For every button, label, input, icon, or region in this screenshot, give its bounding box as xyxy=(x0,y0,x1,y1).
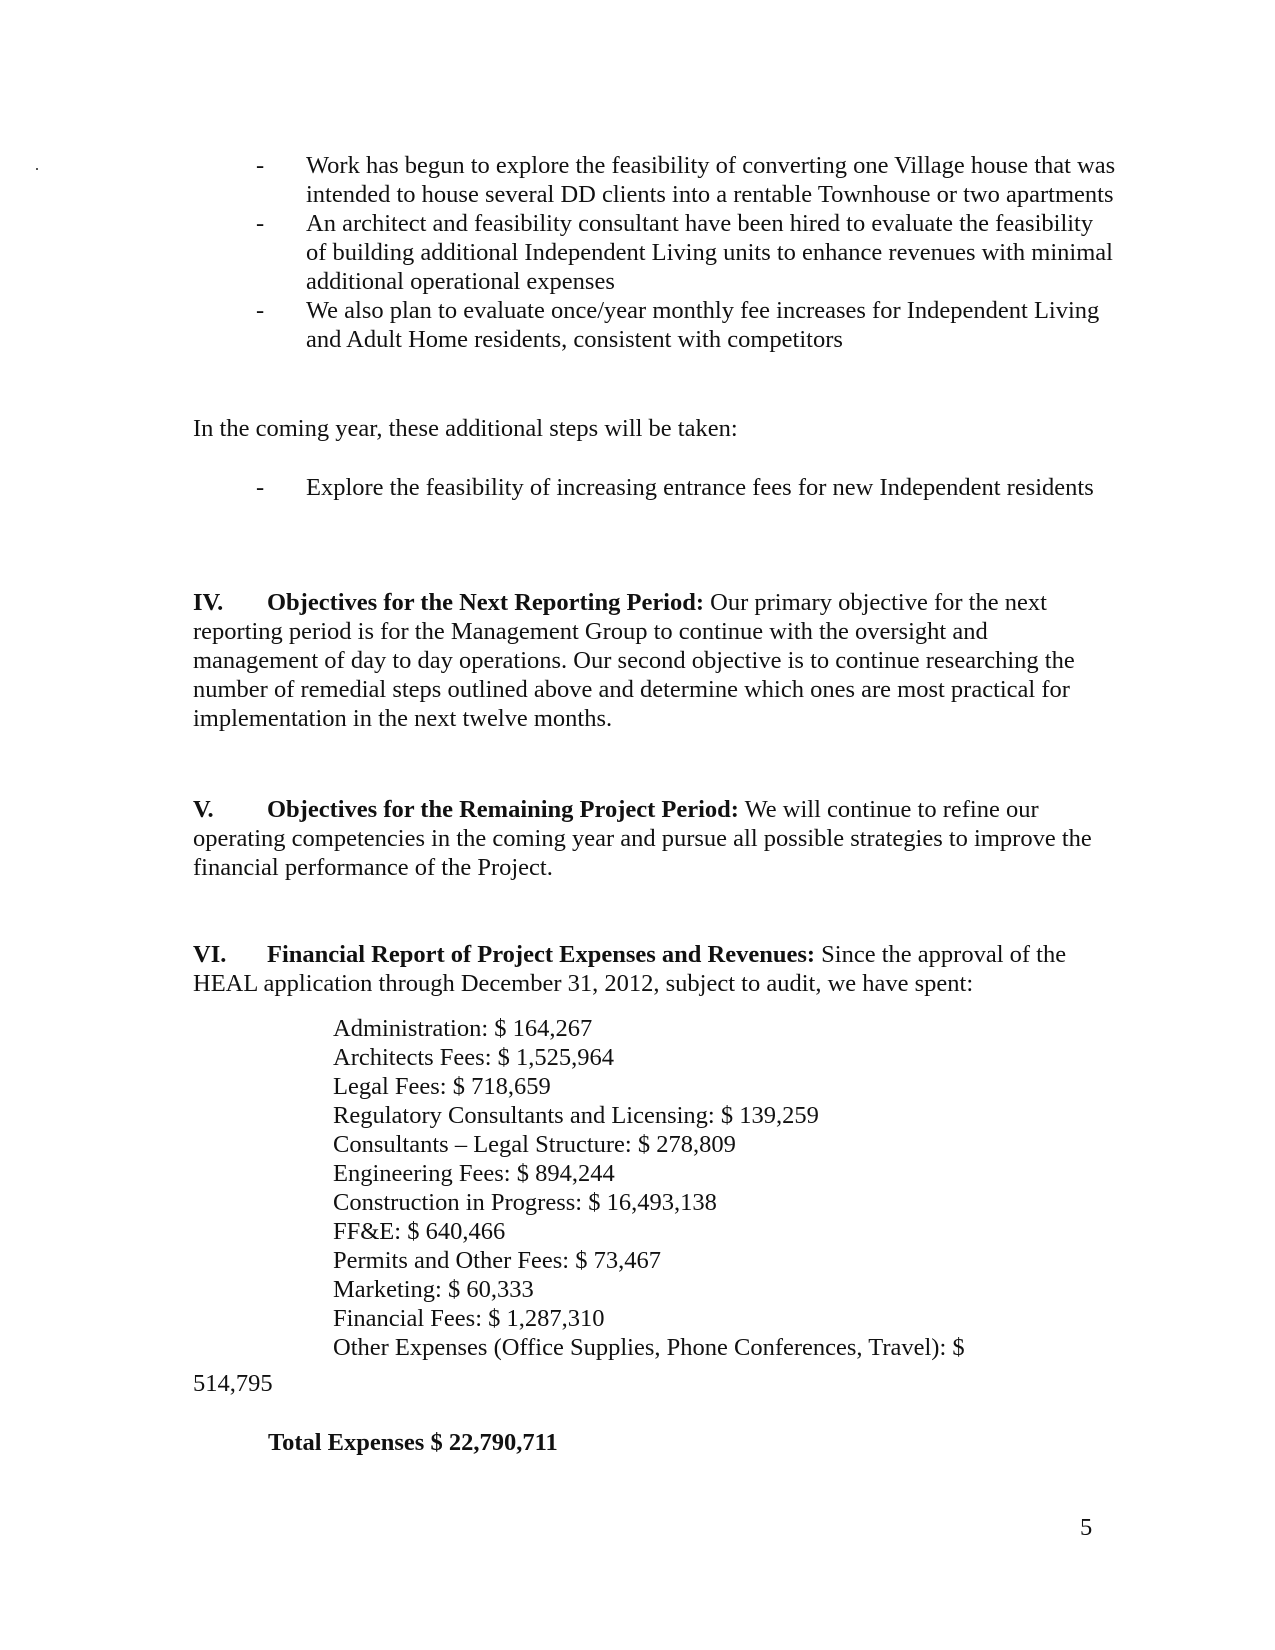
list-item-text: An architect and feasibility consultant have been hired to evaluate the feasibility of building additional Independent Living units to enhance revenues with minimal additional operational expenses xyxy=(306,210,1113,295)
list-item-text: Explore the feasibility of increasing entrance fees for new Independent residents xyxy=(306,474,1094,501)
total-expenses: Total Expenses $ 22,790,711 xyxy=(268,1429,558,1456)
list-item-text: We also plan to evaluate once/year monthly fee increases for Independent Living and Adult Home residents, consistent with competitors xyxy=(306,297,1100,353)
expense-line: Marketing: $ 60,333 xyxy=(333,1276,534,1303)
section-title: Objectives for the Next Reporting Period: xyxy=(267,589,705,616)
scan-speck xyxy=(36,168,38,170)
list-item xyxy=(256,473,1116,502)
expense-line: FF&E: $ 640,466 xyxy=(333,1218,506,1245)
page-number: 5 xyxy=(1080,1514,1093,1541)
section-number: V. xyxy=(193,796,214,823)
expense-list xyxy=(333,1014,1113,1362)
expense-line: Consultants – Legal Structure: $ 278,809 xyxy=(333,1131,736,1158)
expense-line: Administration: $ 164,267 xyxy=(333,1015,593,1042)
coming-year-steps-list xyxy=(256,473,1116,502)
section-vi xyxy=(193,940,1093,998)
other-expenses-value: 514,795 xyxy=(193,1370,273,1397)
bullet-dash: - xyxy=(256,210,265,237)
expense-line: Construction in Progress: $ 16,493,138 xyxy=(333,1189,717,1216)
list-item-text: Work has begun to explore the feasibility of converting one Village house that was intended to house several DD clients into a rentable Townhouse or two apartments xyxy=(306,152,1116,208)
section-body: We will continue to refine our operating competencies in the coming year and pursue all possible strategies to improve the financial performance of the Project. xyxy=(193,796,1092,881)
expense-line: Financial Fees: $ 1,287,310 xyxy=(333,1305,605,1332)
expense-line: Legal Fees: $ 718,659 xyxy=(333,1073,551,1100)
list-item xyxy=(256,151,1116,209)
expense-line: Architects Fees: $ 1,525,964 xyxy=(333,1044,615,1071)
section-body: Our primary objective for the next reporting period is for the Management Group to continue with the oversight and management of day to day operations. Our second objective is to continue researching the number of remedial steps outlined above and determine which ones are most practical for implementation in the next twelve months. xyxy=(193,589,1075,732)
list-item xyxy=(256,296,1116,354)
bullet-dash: - xyxy=(256,152,265,179)
expense-line: Regulatory Consultants and Licensing: $ 139,259 xyxy=(333,1102,819,1129)
section-v xyxy=(193,795,1093,882)
remedial-steps-list xyxy=(256,151,1116,354)
coming-year-intro: In the coming year, these additional steps will be taken: xyxy=(193,415,738,442)
bullet-dash: - xyxy=(256,297,265,324)
expense-line: Engineering Fees: $ 894,244 xyxy=(333,1160,615,1187)
section-title: Financial Report of Project Expenses and Revenues: xyxy=(267,941,816,968)
section-body: Since the approval of the HEAL application through December 31, 2012, subject to audit, we have spent: xyxy=(193,941,1067,997)
bullet-dash: - xyxy=(256,474,265,501)
section-number: VI. xyxy=(193,941,227,968)
list-item xyxy=(256,209,1116,296)
expense-line: Other Expenses (Office Supplies, Phone Conferences, Travel): $ xyxy=(333,1334,965,1361)
section-number: IV. xyxy=(193,589,224,616)
section-title: Objectives for the Remaining Project Period: xyxy=(267,796,739,823)
expense-line: Permits and Other Fees: $ 73,467 xyxy=(333,1247,661,1274)
section-iv xyxy=(193,588,1093,733)
